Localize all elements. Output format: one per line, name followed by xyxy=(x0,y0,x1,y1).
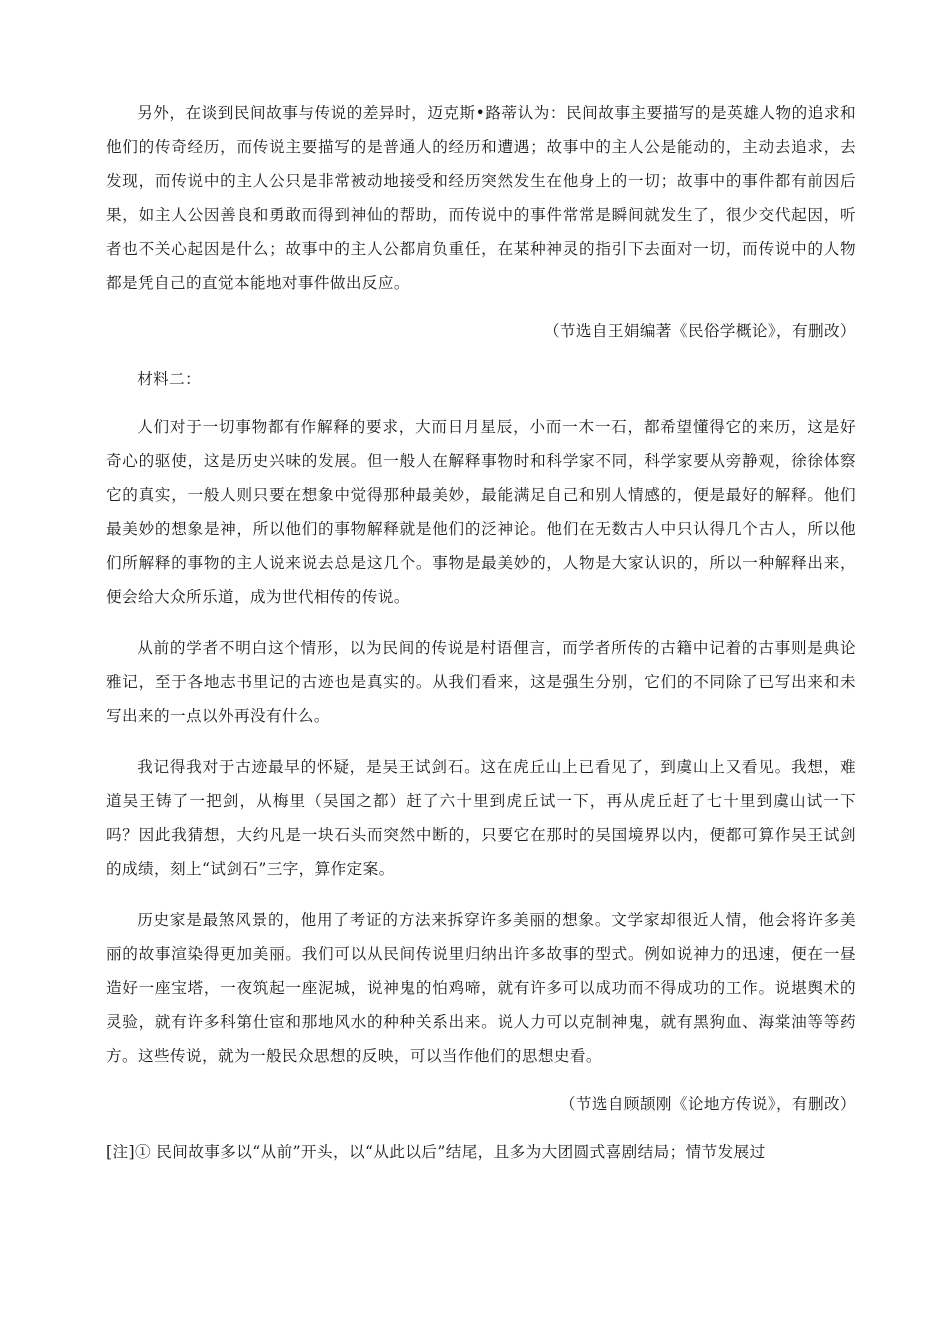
material1-source-citation: （节选自王娟编著《民俗学概论》，有删改） xyxy=(543,322,856,340)
document-body xyxy=(106,96,856,1169)
footnote: [注]① 民间故事多以“从前”开头，以“从此以后”结尾，且多为大团圆式喜剧结局；情节发展过 xyxy=(106,1143,766,1161)
material1-paragraph: 另外，在谈到民间故事与传说的差异时，迈克斯•路蒂认为：民间故事主要描写的是英雄人物的追求和他们的传奇经历，而传说主要描写的是普通人的经历和遭遇；故事中的主人公是能动的，主动去追求，去发现，而传说中的主人公只是非常被动地接受和经历突然发生在他身上的一切；故事中的事件都有前因后果，如主人公因善良和勇敢而得到神仙的帮助，而传说中的事件常常是瞬间就发生了，很少交代起因，听者也不关心起因是什么；故事中的主人公都肩负重任，在某种神灵的指引下去面对一切，而传说中的人物都是凭自己的直觉本能地对事件做出反应。 xyxy=(106,104,856,292)
material2-heading: 材料二： xyxy=(137,370,202,388)
material2-paragraph-2: 从前的学者不明白这个情形，以为民间的传说是村语俚言，而学者所传的古籍中记着的古事则是典论雅记，至于各地志书里记的古迹也是真实的。从我们看来，这是强生分别，它们的不同除了已写出来和未写出来的一点以外再没有什么。 xyxy=(106,639,856,725)
material2-source-citation: （节选自顾颉刚《论地方传说》，有删改） xyxy=(559,1095,856,1113)
material2-paragraph-3: 我记得我对于古迹最早的怀疑，是吴王试剑石。这在虎丘山上已看见了，到虞山上又看见。我想，难道吴王铸了一把剑，从梅里（吴国之都）赶了六十里到虎丘试一下，再从虎丘赶了七十里到虞山试一下吗？因此我猜想，大约凡是一块石头而突然中断的，只要它在那时的吴国境界以内，便都可算作吴王试剑的成绩，刻上“试剑石”三字，算作定案。 xyxy=(106,758,856,878)
material2-paragraph-1: 人们对于一切事物都有作解释的要求，大而日月星辰，小而一木一石，都希望懂得它的来历，这是好奇心的驱使，这是历史兴味的发展。但一般人在解释事物时和科学家不同，科学家要从旁静观，徐徐体察它的真实，一般人则只要在想象中觉得那种最美妙，最能满足自己和别人情感的，便是最好的解释。他们最美妙的想象是神，所以他们的事物解释就是他们的泛神论。他们在无数古人中只认得几个古人，所以他们所解释的事物的主人说来说去总是这几个。事物是最美妙的，人物是大家认识的，所以一种解释出来，便会给大众所乐道，成为世代相传的传说。 xyxy=(106,418,856,606)
material2-paragraph-4: 历史家是最煞风景的，他用了考证的方法来拆穿许多美丽的想象。文学家却很近人情，他会将许多美丽的故事渲染得更加美丽。我们可以从民间传说里归纳出许多故事的型式。例如说神力的迅速，便在一昼造好一座宝塔，一夜筑起一座泥城，说神鬼的怕鸡啼，就有许多可以成功而不得成功的工作。说堪舆术的灵验，就有许多科第仕宦和那地风水的种种关系出来。说人力可以克制神鬼，就有黑狗血、海棠油等等药方。这些传说，就为一般民众思想的反映，可以当作他们的思想史看。 xyxy=(106,911,856,1065)
